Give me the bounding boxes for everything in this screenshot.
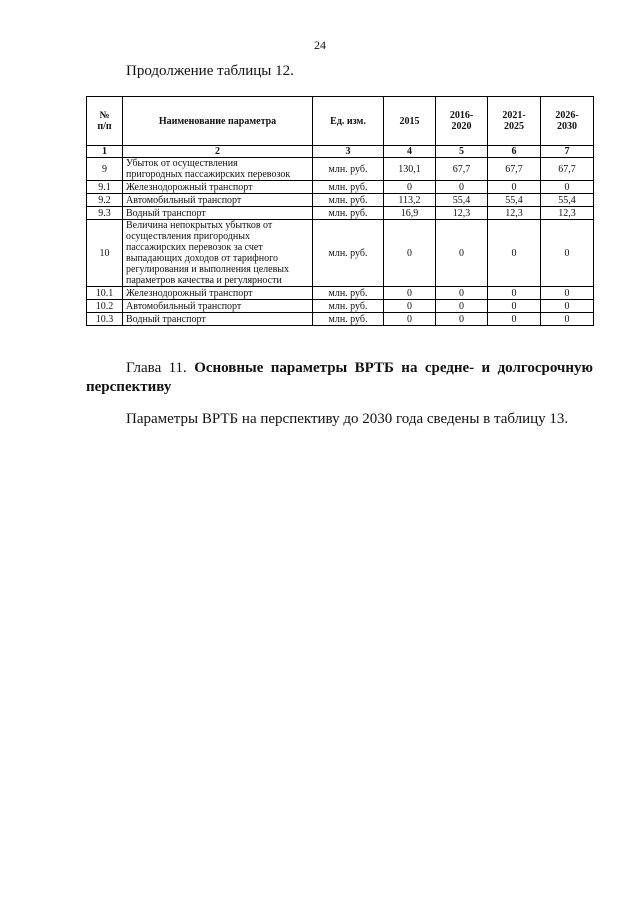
cell-v2015: 0 [384,181,436,194]
cell-v2015: 113,2 [384,194,436,207]
cell-name: Величина непокрытых убытков от осуществления пригородных пассажирских перевозок за счет выпадающих доходов от тарифного регулирования и выполнения целевых параметров качества и регулярности [123,220,313,287]
table-row [87,158,594,181]
header-cell-3: Ед. изм. [313,97,384,146]
cell-no: 9.3 [87,207,123,220]
cell-v2020: 67,7 [436,158,488,181]
header-cell-5: 2016- 2020 [436,97,488,146]
header-cell-1: № п/п [87,97,123,146]
cell-unit: млн. руб. [313,220,384,287]
cell-v2030: 55,4 [541,194,594,207]
cell-v2015: 0 [384,287,436,300]
cell-v2015: 0 [384,220,436,287]
table-body [87,158,594,326]
table-row [87,287,594,300]
cell-unit: млн. руб. [313,313,384,326]
table-row [87,300,594,313]
cell-name: Автомобильный транспорт [123,194,313,207]
cell-no: 10.2 [87,300,123,313]
cell-v2025: 0 [488,220,541,287]
cell-v2025: 0 [488,181,541,194]
header-cell-7: 2026- 2030 [541,97,594,146]
page-number: 24 [314,38,326,52]
table-continuation-caption: Продолжение таблицы 12. [126,63,294,79]
cell-v2025: 55,4 [488,194,541,207]
cell-v2025: 0 [488,287,541,300]
header-cell-2: Наименование параметра [123,97,313,146]
cell-unit: млн. руб. [313,287,384,300]
table-row [87,220,594,287]
table-row [87,194,594,207]
table-header-row [87,97,594,146]
cell-v2030: 0 [541,220,594,287]
column-number-cell: 3 [313,146,384,158]
column-number-cell: 6 [488,146,541,158]
cell-no: 9 [87,158,123,181]
cell-v2025: 0 [488,300,541,313]
cell-v2020: 0 [436,287,488,300]
column-number-cell: 5 [436,146,488,158]
header-cell-4: 2015 [384,97,436,146]
cell-v2020: 0 [436,220,488,287]
column-number-row [87,146,594,158]
cell-name: Железнодорожный транспорт [123,287,313,300]
cell-no: 10 [87,220,123,287]
cell-unit: млн. руб. [313,207,384,220]
column-number-cell: 2 [123,146,313,158]
parameters-table [86,96,594,326]
cell-v2030: 12,3 [541,207,594,220]
cell-v2020: 0 [436,300,488,313]
cell-name: Водный транспорт [123,207,313,220]
chapter-heading [86,359,593,397]
cell-v2030: 0 [541,313,594,326]
cell-v2020: 12,3 [436,207,488,220]
cell-v2015: 0 [384,313,436,326]
cell-unit: млн. руб. [313,158,384,181]
cell-v2025: 67,7 [488,158,541,181]
chapter-title: Основные параметры ВРТБ на средне- и долгосрочную перспективу [86,360,593,395]
header-cell-6: 2021- 2025 [488,97,541,146]
table-row [87,207,594,220]
cell-name: Железнодорожный транспорт [123,181,313,194]
table-row [87,181,594,194]
cell-no: 10.3 [87,313,123,326]
cell-no: 9.1 [87,181,123,194]
chapter-prefix: Глава 11. [126,360,187,376]
cell-v2030: 0 [541,300,594,313]
cell-v2030: 0 [541,181,594,194]
cell-v2020: 0 [436,313,488,326]
column-number-cell: 7 [541,146,594,158]
cell-v2015: 16,9 [384,207,436,220]
cell-v2015: 130,1 [384,158,436,181]
column-number-cell: 4 [384,146,436,158]
cell-unit: млн. руб. [313,194,384,207]
cell-v2020: 0 [436,181,488,194]
cell-v2025: 12,3 [488,207,541,220]
cell-v2030: 67,7 [541,158,594,181]
cell-v2015: 0 [384,300,436,313]
cell-name: Автомобильный транспорт [123,300,313,313]
cell-unit: млн. руб. [313,300,384,313]
cell-no: 9.2 [87,194,123,207]
cell-unit: млн. руб. [313,181,384,194]
cell-no: 10.1 [87,287,123,300]
cell-name: Водный транспорт [123,313,313,326]
column-number-cell: 1 [87,146,123,158]
cell-name: Убыток от осуществления пригородных пассажирских перевозок [123,158,313,181]
table-row [87,313,594,326]
cell-v2020: 55,4 [436,194,488,207]
paragraph-text: Параметры ВРТБ на перспективу до 2030 года сведены в таблицу 13. [126,411,569,427]
cell-v2030: 0 [541,287,594,300]
cell-v2025: 0 [488,313,541,326]
